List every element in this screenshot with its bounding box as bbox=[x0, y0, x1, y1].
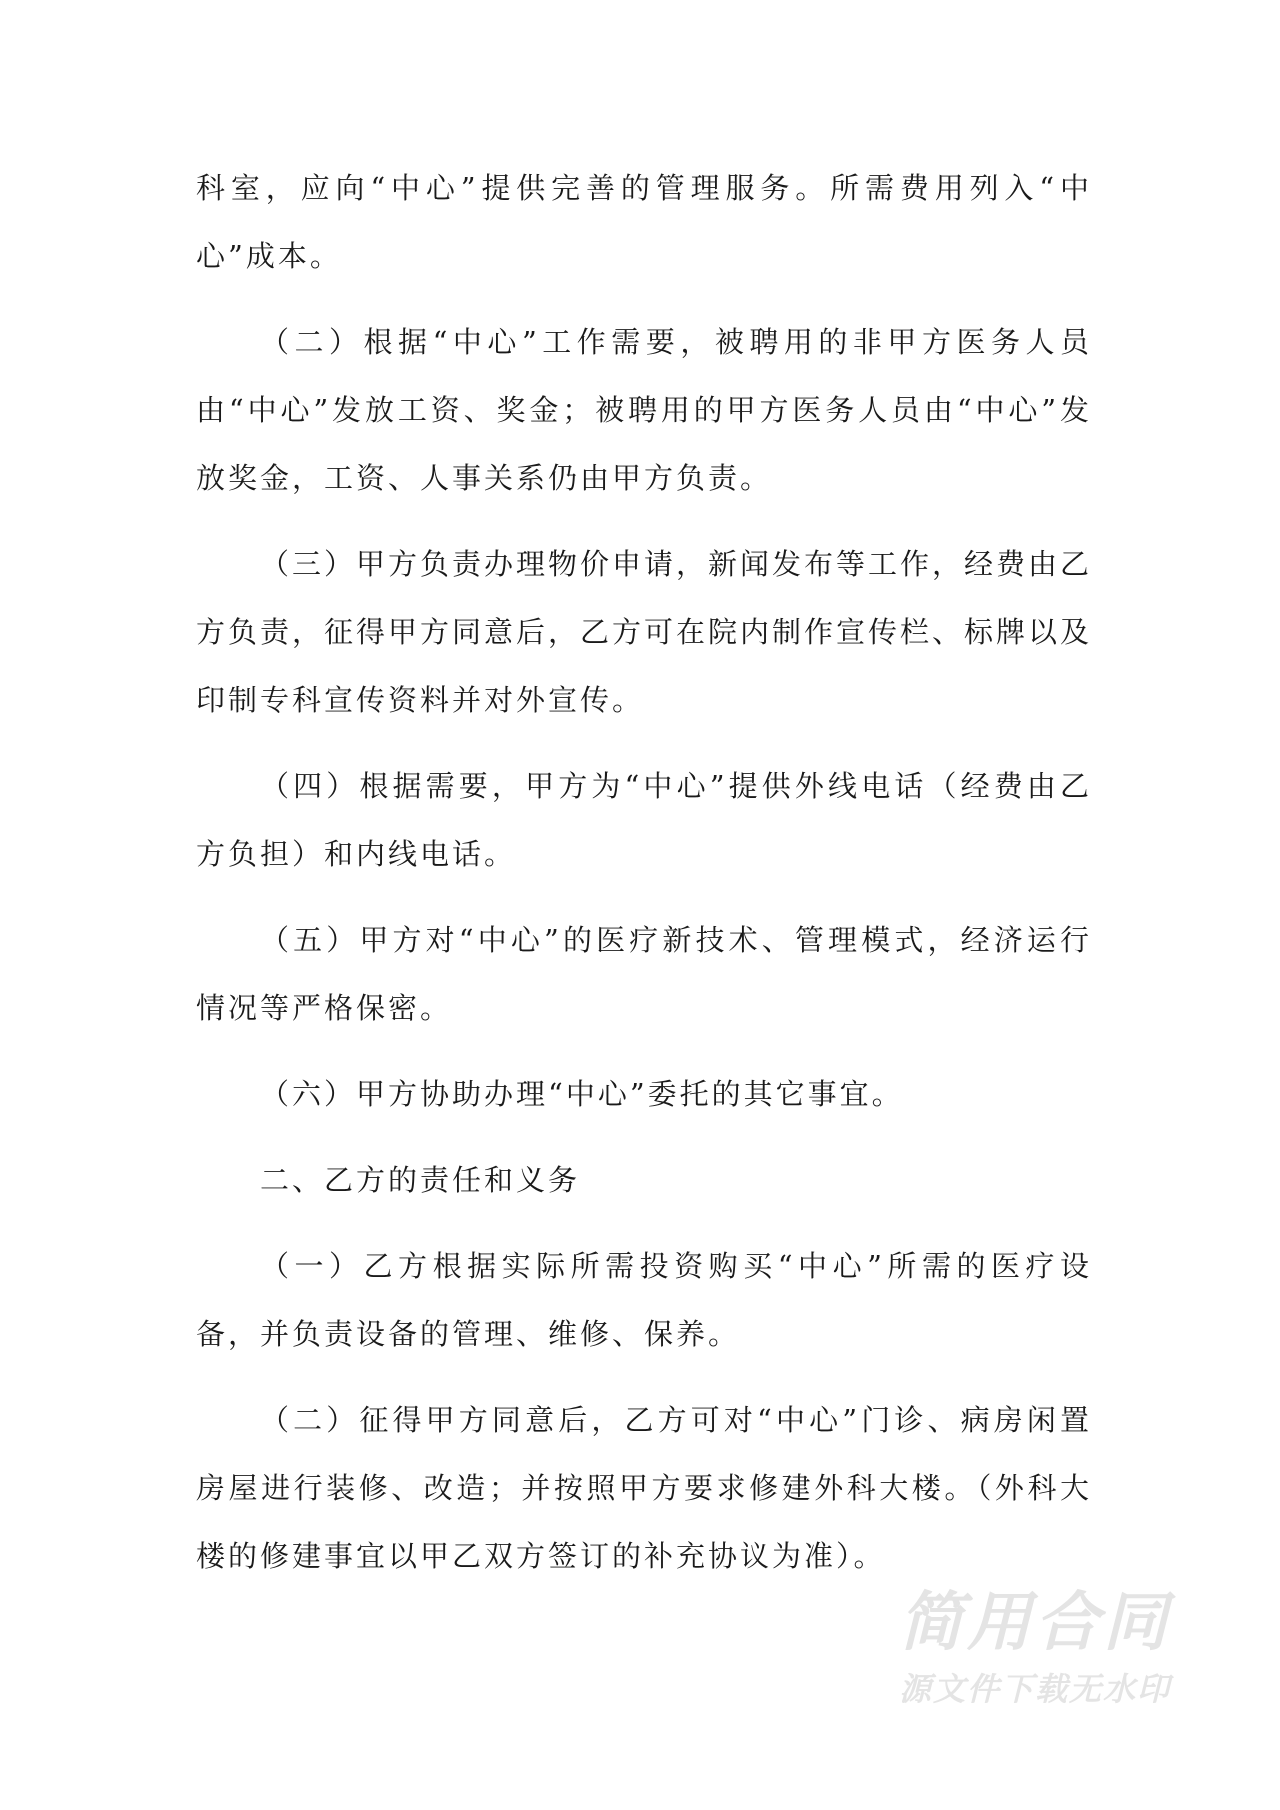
watermark-subtitle: 源文件下载无水印 bbox=[898, 1670, 1171, 1708]
paragraph-clause-1-6: （六）甲方协助办理“中心”委托的其它事宜。 bbox=[260, 1077, 904, 1111]
paragraph-clause-1-2: （二）根据“中心”工作需要，被聘用的非甲方医务人员由“中心”发放工资、奖金；被聘用的甲方医务人员由“中心”发放奖金，工资、人事关系仍由甲方负责。 bbox=[196, 325, 1092, 495]
paragraph-continuation: 科室，应向“中心”提供完善的管理服务。所需费用列入“中心”成本。 bbox=[196, 171, 1092, 273]
watermark-title: 简用合同 bbox=[899, 1586, 1171, 1660]
paragraph-clause-2-1: （一）乙方根据实际所需投资购买“中心”所需的医疗设备，并负责设备的管理、维修、保养。 bbox=[196, 1249, 1092, 1351]
paragraph-clause-1-4: （四）根据需要，甲方为“中心”提供外线电话（经费由乙方负担）和内线电话。 bbox=[196, 769, 1092, 871]
document-page bbox=[196, 154, 1092, 1608]
paragraph-clause-1-3: （三）甲方负责办理物价申请，新闻发布等工作，经费由乙方负责，征得甲方同意后，乙方可在院内制作宣传栏、标牌以及印制专科宣传资料并对外宣传。 bbox=[196, 547, 1093, 717]
paragraph-clause-1-5: （五）甲方对“中心”的医疗新技术、管理模式，经济运行情况等严格保密。 bbox=[196, 923, 1092, 1025]
section-heading-party-b: 二、乙方的责任和义务 bbox=[260, 1163, 581, 1197]
paragraph-clause-2-2: （二）征得甲方同意后，乙方可对“中心”门诊、病房闲置房屋进行装修、改造；并按照甲方要求修建外科大楼。（外科大楼的修建事宜以甲乙双方签订的补充协议为准）。 bbox=[196, 1403, 1092, 1573]
